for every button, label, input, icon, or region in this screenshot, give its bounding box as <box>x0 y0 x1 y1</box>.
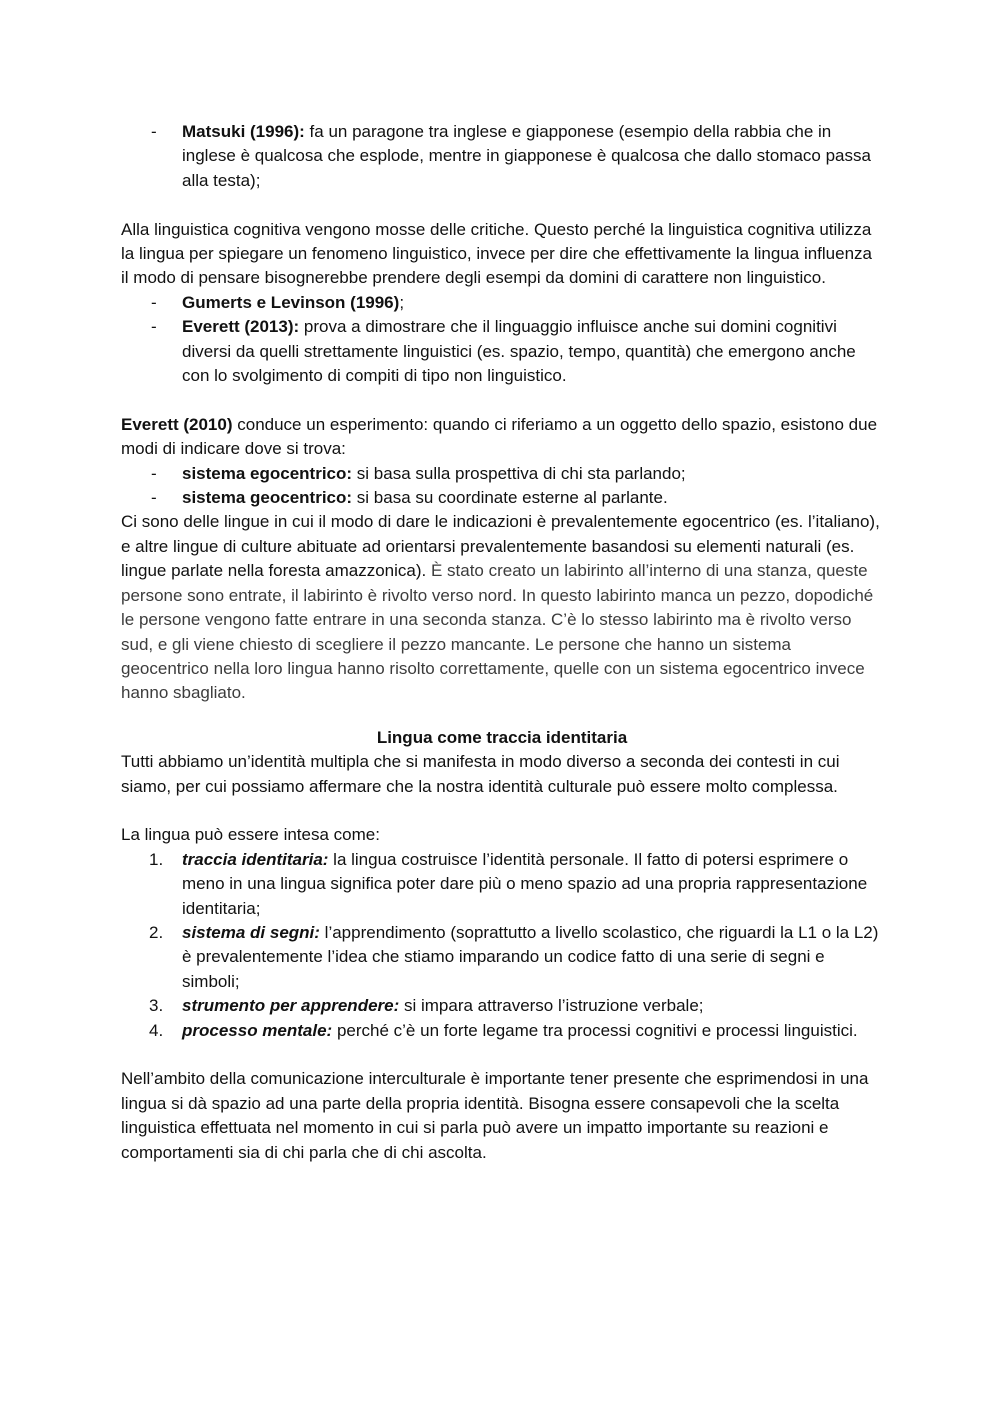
list-item-processo <box>121 1019 883 1043</box>
numbered-list <box>121 848 883 1043</box>
identity-paragraph: Tutti abbiamo un’identità multipla che si manifesta in modo diverso a seconda dei contesti in cui siamo, per cui possiamo affermare che la nostra identità culturale può essere molto complessa. <box>121 752 840 796</box>
paragraph-text-grey: È stato creato un labirinto all’interno di una stanza, queste persone sono entrate, il labirinto è rivolto verso nord. In questo labirinto manca un pezzo, dopodiché le persone vengono fatte entrare in una seconda stanza. C’è lo stesso labirinto ma è rivolto verso sud, e gli viene chiesto di scegliere il pezzo mancante. Le persone che hanno un sistema geocentrico nella loro lingua hanno risolto correttamente, quelle con un sistema egocentrico invece hanno sbagliato. <box>121 561 874 703</box>
list-item-gumerts <box>121 291 883 315</box>
citation-bold: Everett (2010) <box>121 414 233 434</box>
list-number: 1. <box>149 849 164 869</box>
closing-paragraph: Nell’ambito della comunicazione interculturale è importante tener presente che esprimendosi in una lingua si dà spazio ad una parte della propria identità. Bisogna essere consapevoli che la scelta linguistica effettuata nel momento in cui si parla può avere un impatto importante su reazioni e comportamenti sia di chi parla che di chi ascolta. <box>121 1069 869 1162</box>
experiment-paragraph <box>121 510 883 705</box>
list-item-traccia <box>121 848 883 921</box>
list-marker: - <box>151 317 157 337</box>
systems-list <box>121 462 883 511</box>
list-item-text: si basa sulla prospettiva di chi sta parlando; <box>352 463 686 483</box>
list-item-text: ; <box>399 292 405 312</box>
list-item-text: prova a dimostrare che il linguaggio influisce anche sui domini cognitivi diversi da quelli strettamente linguistici (es. spazio, tempo, quantità) che emergono anche con lo svolgimento di compiti di tipo non linguistico. <box>182 317 856 386</box>
document-page <box>121 120 883 1165</box>
list-number: 2. <box>149 922 164 942</box>
list-marker: - <box>151 122 157 141</box>
list-item-text: si impara attraverso l’istruzione verbale; <box>399 996 704 1016</box>
citation-bold: Matsuki (1996): <box>182 122 305 141</box>
list-marker: - <box>151 292 157 312</box>
list-item-matsuki <box>121 120 883 193</box>
list-marker: - <box>151 488 157 508</box>
citation-bold: Everett (2013): <box>182 317 300 337</box>
matsuki-list <box>121 120 883 193</box>
term-bold-italic: strumento per apprendere: <box>182 996 400 1016</box>
list-item-text: l’apprendimento (soprattutto a livello scolastico, che riguardi la L1 o la L2) è prevalentemente l’idea che stiamo imparando un codice fatto di una serie di segni e simboli; <box>182 922 879 991</box>
list-item-text: si basa su coordinate esterne al parlante. <box>352 488 668 508</box>
list-item-geocentric <box>121 486 883 510</box>
term-bold-italic: sistema di segni: <box>182 922 320 942</box>
term-bold: sistema egocentrico: <box>182 463 353 483</box>
everett-intro-paragraph <box>121 413 883 462</box>
critique-list <box>121 291 883 389</box>
list-item-text: fa un paragone tra inglese e giapponese (esempio della rabbia che in inglese è qualcosa che esplode, mentre in giapponese è qualcosa che dallo stomaco passa alla testa); <box>182 122 871 190</box>
term-bold-italic: processo mentale: <box>182 1020 333 1040</box>
term-bold-italic: traccia identitaria: <box>182 849 329 869</box>
list-number: 3. <box>149 996 164 1016</box>
citation-bold: Gumerts e Levinson (1996) <box>182 292 400 312</box>
list-number: 4. <box>149 1020 164 1040</box>
list-marker: - <box>151 463 157 483</box>
critique-paragraph: Alla linguistica cognitiva vengono mosse delle critiche. Questo perché la linguistica cognitiva utilizza la lingua per spiegare un fenomeno linguistico, invece per dire che effettivamente la lingua influenza il modo di pensare bisognerebbe prendere degli esempi da domini di carattere non linguistico. <box>121 219 872 288</box>
list-intro: La lingua può essere intesa come: <box>121 825 380 845</box>
list-item-strumento <box>121 994 883 1018</box>
list-item-everett-2013 <box>121 315 883 388</box>
list-item-text: la lingua costruisce l’identità personale. Il fatto di potersi esprimere o meno in una lingua significa poter dare più o meno spazio ad una propria rappresentazione identitaria; <box>182 849 868 918</box>
list-item-sistema <box>121 921 883 994</box>
paragraph-text: conduce un esperimento: quando ci riferiamo a un oggetto dello spazio, esistono due modi di indicare dove si trova: <box>121 414 878 459</box>
term-bold: sistema geocentrico: <box>182 488 353 508</box>
section-heading: Lingua come traccia identitaria <box>376 727 628 747</box>
list-item-text: perché c’è un forte legame tra processi cognitivi e processi linguistici. <box>332 1020 858 1040</box>
paragraph-text: Ci sono delle lingue in cui il modo di dare le indicazioni è prevalentemente egocentrico (es. l’italiano), e altre lingue di culture abituate ad orientarsi prevalentemente basandosi su elementi naturali (es. lingue parlate nella foresta amazzonica). <box>121 512 880 581</box>
list-item-egocentric <box>121 462 883 486</box>
